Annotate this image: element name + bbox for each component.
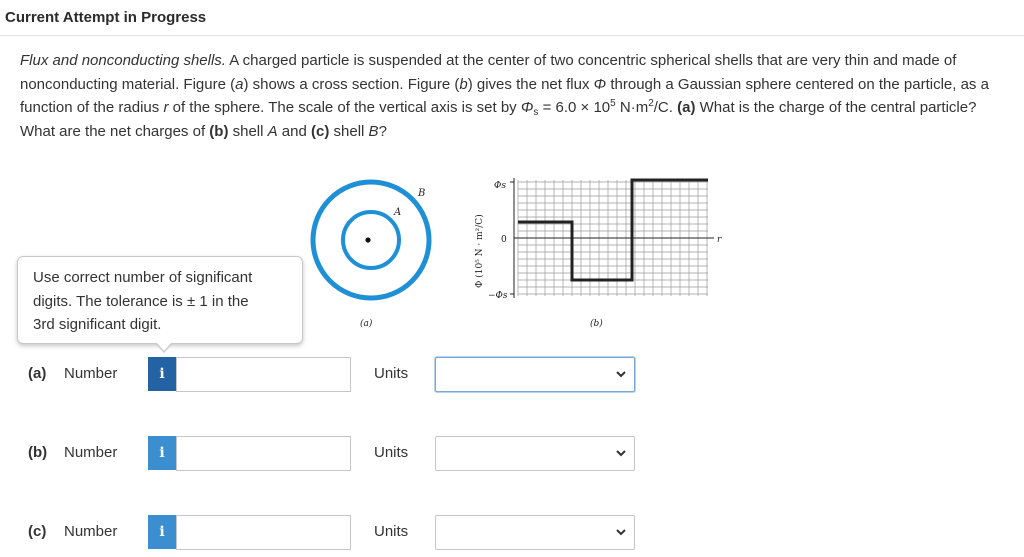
answer-b-number-input[interactable] (176, 436, 351, 471)
answer-a-number-input[interactable] (176, 357, 351, 392)
flux-graph (474, 178, 722, 329)
shell-a-circle (343, 212, 399, 268)
part-label: (c) (28, 523, 47, 540)
part-label: (b) (28, 444, 48, 461)
info-icon-button[interactable]: i (148, 357, 176, 391)
y-axis-label: Φ (10⁵ N · m²/C) (475, 214, 485, 288)
problem-figure (296, 150, 726, 340)
answer-b-units-select[interactable] (435, 436, 635, 471)
page-header (0, 0, 1024, 36)
answer-row-a (0, 355, 1024, 395)
tick-label-phi-s: Φs (494, 181, 506, 191)
problem-title: Flux and nonconducting shells. (20, 52, 226, 69)
chevron-down-icon (614, 525, 628, 539)
answer-a-units-select[interactable] (435, 357, 635, 392)
figure-a-caption: (a) (360, 319, 373, 329)
flux-curve (518, 180, 708, 280)
shell-b-circle (313, 182, 429, 298)
tick-label-minus-phi-s: −Φs (488, 291, 508, 301)
shell-a-label: A (394, 207, 402, 218)
units-label: Units (374, 365, 409, 382)
part-label: (a) (28, 365, 47, 382)
x-axis-label: r (717, 235, 722, 245)
answer-c-units-select[interactable] (435, 515, 635, 550)
chevron-down-icon (614, 446, 628, 460)
units-label: Units (374, 523, 409, 540)
info-icon-button[interactable]: i (148, 515, 176, 549)
tooltip-line-2: digits. The tolerance is ± 1 in the (33, 292, 249, 310)
chevron-down-icon (614, 367, 628, 381)
central-particle (365, 237, 370, 242)
page-title: Current Attempt in Progress (5, 9, 207, 26)
answer-c-number-input[interactable] (176, 515, 351, 550)
number-label: Number (64, 444, 118, 461)
answer-row-b (0, 434, 1024, 474)
problem-statement: Flux and nonconducting shells. A charged particle is suspended at the center of two concentric spherical shells that are very thin and made of nonconducting material. Figure (a) shows a cross section. Figure (b) gives the net flux Φ through a Gaussian sphere centered on the particle, as a function of the radius r of the sphere. The scale of the vertical axis is set by $\Phi_s = 6.0 \times 10^5$ $N\cdot m^2/C$. (a) What is the charge of the central particle? What are the net charges of (b) shell A and (c) shell B? (20, 52, 989, 140)
figure-b-caption: (b) (590, 319, 603, 329)
tooltip-line-3: 3rd significant digit. (33, 316, 162, 333)
sig-figs-tooltip (17, 256, 303, 344)
info-icon-button[interactable]: i (148, 436, 176, 470)
shells-cross-section (313, 182, 429, 329)
tooltip-line-1: Use correct number of significant (33, 269, 253, 286)
answer-row-c (0, 513, 1024, 553)
units-label: Units (374, 444, 409, 461)
tick-label-zero: 0 (501, 235, 507, 245)
shell-b-label: B (418, 188, 426, 199)
number-label: Number (64, 523, 118, 540)
number-label: Number (64, 365, 118, 382)
